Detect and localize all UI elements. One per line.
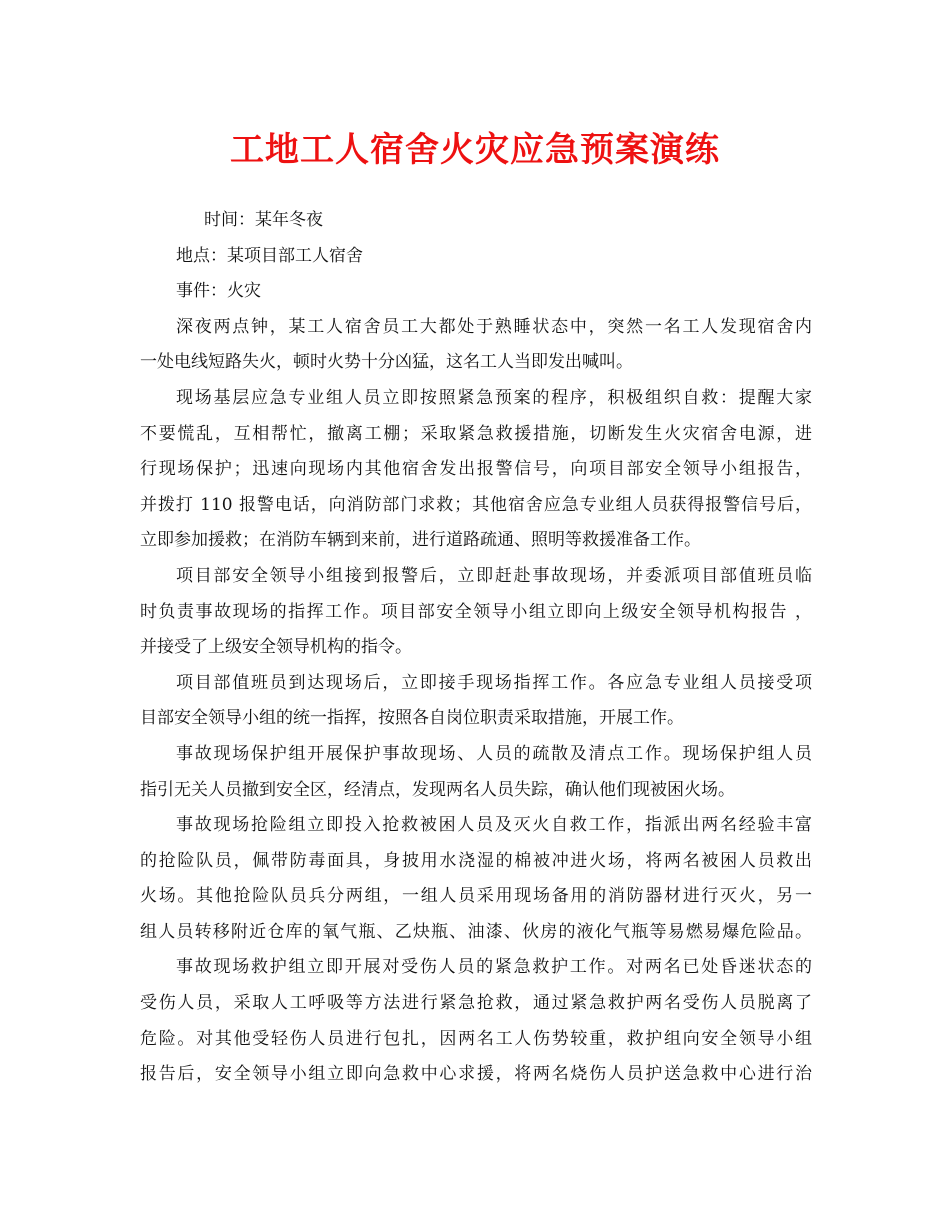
text-line: 项目部值班员到达现场后，立即接手现场指挥工作。各应急专业组人员接受项 xyxy=(176,672,812,693)
text-line: 时负责事故现场的指挥工作。项目部安全领导小组立即向上级安全领导机构报告 ， xyxy=(140,601,812,622)
text-line: 现场基层应急专业组人员立即按照紧急预案的程序，积极组织自救：提醒大家 xyxy=(176,387,812,408)
text-line: 组人员转移附近仓库的氧气瓶、乙炔瓶、油漆、伙房的液化气瓶等易燃易爆危险品。 xyxy=(140,921,812,942)
text-line: 立即参加援救；在消防车辆到来前，进行道路疏通、照明等救援准备工作。 xyxy=(140,530,701,551)
document-body xyxy=(140,203,812,1093)
text-line: 的抢险队员，佩带防毒面具，身披用水浇湿的棉被冲进火场，将两名被困人员救出 xyxy=(140,850,812,871)
text-line: 事故现场保护组开展保护事故现场、人员的疏散及清点工作。现场保护组人员 xyxy=(176,743,812,764)
text-line: 不要慌乱，互相帮忙，撤离工棚；采取紧急救援措施，切断发生火灾宿舍电源，进 xyxy=(140,423,812,444)
text-line: 火场。其他抢险队员兵分两组，一组人员采用现场备用的消防器材进行灭火，另一 xyxy=(140,886,812,907)
text-line: 事件：火灾 xyxy=(176,281,261,302)
text-line: 事故现场抢险组立即投入抢救被困人员及灭火自救工作，指派出两名经验丰富 xyxy=(176,815,812,836)
text-line: 危险。对其他受轻伤人员进行包扎，因两名工人伤势较重，救护组向安全领导小组 xyxy=(140,1028,812,1049)
text-line: 目部安全领导小组的统一指挥，按照各自岗位职责采取措施，开展工作。 xyxy=(140,708,684,729)
text-line: 深夜两点钟，某工人宿舍员工大都处于熟睡状态中，突然一名工人发现宿舍内 xyxy=(176,316,812,337)
text-line: 事故现场救护组立即开展对受伤人员的紧急救护工作。对两名已处昏迷状态的 xyxy=(176,957,812,978)
text-line: 地点：某项目部工人宿舍 xyxy=(176,245,363,266)
text-line: 行现场保护；迅速向现场内其他宿舍发出报警信号，向项目部安全领导小组报告， xyxy=(140,459,812,480)
text-line: 项目部安全领导小组接到报警后，立即赶赴事故现场，并委派项目部值班员临 xyxy=(176,565,812,586)
text-line: 并接受了上级安全领导机构的指令。 xyxy=(140,637,412,658)
text-line: 并拨打 110 报警电话，向消防部门求救；其他宿舍应急专业组人员获得报警信号后， xyxy=(140,494,812,515)
text-line: 指引无关人员撤到安全区，经清点，发现两名人员失踪，确认他们现被困火场。 xyxy=(140,779,735,800)
text-line: 一处电线短路失火，顿时火势十分凶猛，这名工人当即发出喊叫。 xyxy=(140,352,633,373)
document-title: 工地工人宿舍火灾应急预案演练 xyxy=(230,130,720,170)
text-line: 受伤人员，采取人工呼吸等方法进行紧急抢救，通过紧急救护两名受伤人员脱离了 xyxy=(140,993,812,1014)
text-line: 报告后，安全领导小组立即向急救中心求援，将两名烧伤人员护送急救中心进行治 xyxy=(140,1064,812,1085)
text-line: 时间：某年冬夜 xyxy=(204,210,323,230)
